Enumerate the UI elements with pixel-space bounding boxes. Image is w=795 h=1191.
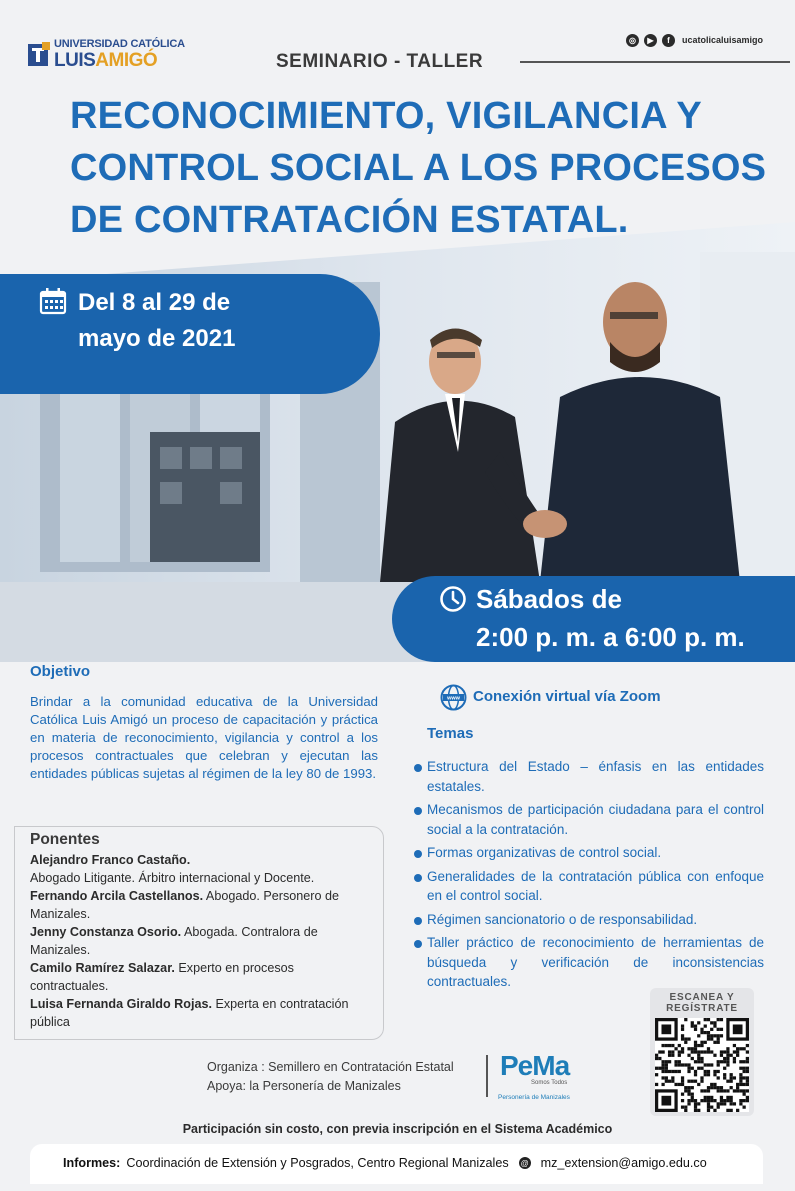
- time-line-1: Sábados de: [476, 584, 622, 614]
- speaker-item: [30, 851, 375, 887]
- apoya-line: Apoya: la Personería de Manizales: [207, 1079, 401, 1093]
- organizers: [207, 1058, 454, 1096]
- organiza-line: Organiza : Semillero en Contratación Estatal: [207, 1060, 454, 1074]
- pema-logo: PeMa: [500, 1050, 570, 1081]
- date-line-1: Del 8 al 29 de: [78, 289, 231, 316]
- event-time: [476, 580, 745, 656]
- social-handle[interactable]: ucatolicaluisamigo: [682, 35, 764, 45]
- qr-label: ESCANEA Y REGÍSTRATE: [666, 992, 738, 1014]
- logo-university-text: UNIVERSIDAD CATÓLICA: [54, 38, 185, 50]
- speaker-name: Luisa Fernanda Giraldo Rojas.: [30, 997, 212, 1011]
- speaker-role: Abogado Litigante. Árbitro internacional y Docente.: [30, 871, 315, 885]
- seminar-label: SEMINARIO - TALLER: [276, 51, 484, 72]
- svg-text:www: www: [447, 695, 460, 702]
- pema-caption: Personería de Manizales: [498, 1094, 570, 1101]
- speaker-role: Abogado. Personero de Manizales.: [30, 889, 339, 921]
- qr-code[interactable]: [655, 1018, 749, 1112]
- temas-heading: Temas: [427, 725, 474, 742]
- list-item: Taller práctico de reconocimiento de herramientas de búsqueda y verificación de inconsistencias contractuales.: [414, 933, 764, 992]
- objetivo-heading: Objetivo: [30, 663, 91, 680]
- youtube-icon[interactable]: ▶: [644, 34, 657, 47]
- university-logo: [28, 38, 185, 72]
- footer-email[interactable]: mz_extension@amigo.edu.co: [540, 1156, 707, 1170]
- bullet-icon: [414, 917, 422, 925]
- speaker-role: Experta en contratación pública: [30, 997, 349, 1029]
- bullet-icon: [414, 807, 422, 815]
- speaker-name: Jenny Constanza Osorio.: [30, 925, 182, 939]
- social-bar: [626, 33, 763, 47]
- speaker-item: [30, 887, 375, 923]
- ponentes-heading: Ponentes: [30, 831, 100, 848]
- bullet-icon: [414, 874, 422, 882]
- facebook-icon[interactable]: f: [662, 34, 675, 47]
- instagram-icon[interactable]: ◎: [626, 34, 639, 47]
- calendar-icon: [39, 287, 67, 315]
- date-line-2: mayo de 2021: [78, 325, 236, 352]
- speaker-item: [30, 995, 375, 1031]
- speaker-item: [30, 959, 375, 995]
- list-item: Generalidades de la contratación pública con enfoque en el control social.: [414, 867, 764, 906]
- speaker-role: Abogada. Contralora de Manizales.: [30, 925, 318, 957]
- bullet-icon: [414, 850, 422, 858]
- list-item: Régimen sancionatorio o de responsabilidad.: [414, 910, 764, 930]
- logo-mark-icon: [28, 42, 50, 68]
- objetivo-text: Brindar a la comunidad educativa de la Universidad Católica Luis Amigó un proceso de capacitación y práctica en materia de reconocimiento, vigilancia y control a los procesos contractuales que celebran y ejecutan las entidades públicas sujetas al régimen de la ley 80 de 1993.: [30, 694, 378, 781]
- seminar-divider: [520, 61, 790, 63]
- time-line-2: 2:00 p. m. a 6:00 p. m.: [476, 622, 745, 652]
- event-dates: [78, 285, 235, 357]
- bullet-icon: [414, 940, 422, 948]
- speaker-name: Camilo Ramírez Salazar.: [30, 961, 175, 975]
- list-item: Mecanismos de participación ciudadana para el control social a la contratación.: [414, 800, 764, 839]
- list-item: Estructura del Estado – énfasis en las entidades estatales.: [414, 757, 764, 796]
- speaker-name: Fernando Arcila Castellanos.: [30, 889, 204, 903]
- page-title: RECONOCIMIENTO, VIGILANCIA Y CONTROL SOCIAL A LOS PROCESOS DE CONTRATACIÓN ESTATAL.: [70, 95, 767, 241]
- footer-info: [63, 1156, 707, 1170]
- logo-name-text: LUISAMIGÓ: [54, 50, 158, 71]
- virtual-connection: Conexión virtual vía Zoom: [473, 688, 661, 705]
- bullet-icon: [414, 764, 422, 772]
- www-icon: [440, 684, 467, 711]
- pema-tagline: Somos Todos: [531, 1080, 568, 1086]
- footer-text: Coordinación de Extensión y Posgrados, Centro Regional Manizales: [126, 1156, 509, 1170]
- footer-label: Informes:: [63, 1156, 121, 1170]
- organizers-divider: [486, 1055, 488, 1097]
- participation-note: Participación sin costo, con previa inscripción en el Sistema Académico: [182, 1122, 613, 1136]
- temas-list: [414, 757, 764, 996]
- email-icon: @: [520, 1158, 529, 1168]
- speaker-role: Experto en procesos contractuales.: [30, 961, 294, 993]
- ponentes-list: [30, 851, 375, 1031]
- clock-icon: [439, 585, 467, 613]
- speaker-name: Alejandro Franco Castaño.: [30, 853, 191, 867]
- list-item: Formas organizativas de control social.: [414, 843, 764, 863]
- speaker-item: [30, 923, 375, 959]
